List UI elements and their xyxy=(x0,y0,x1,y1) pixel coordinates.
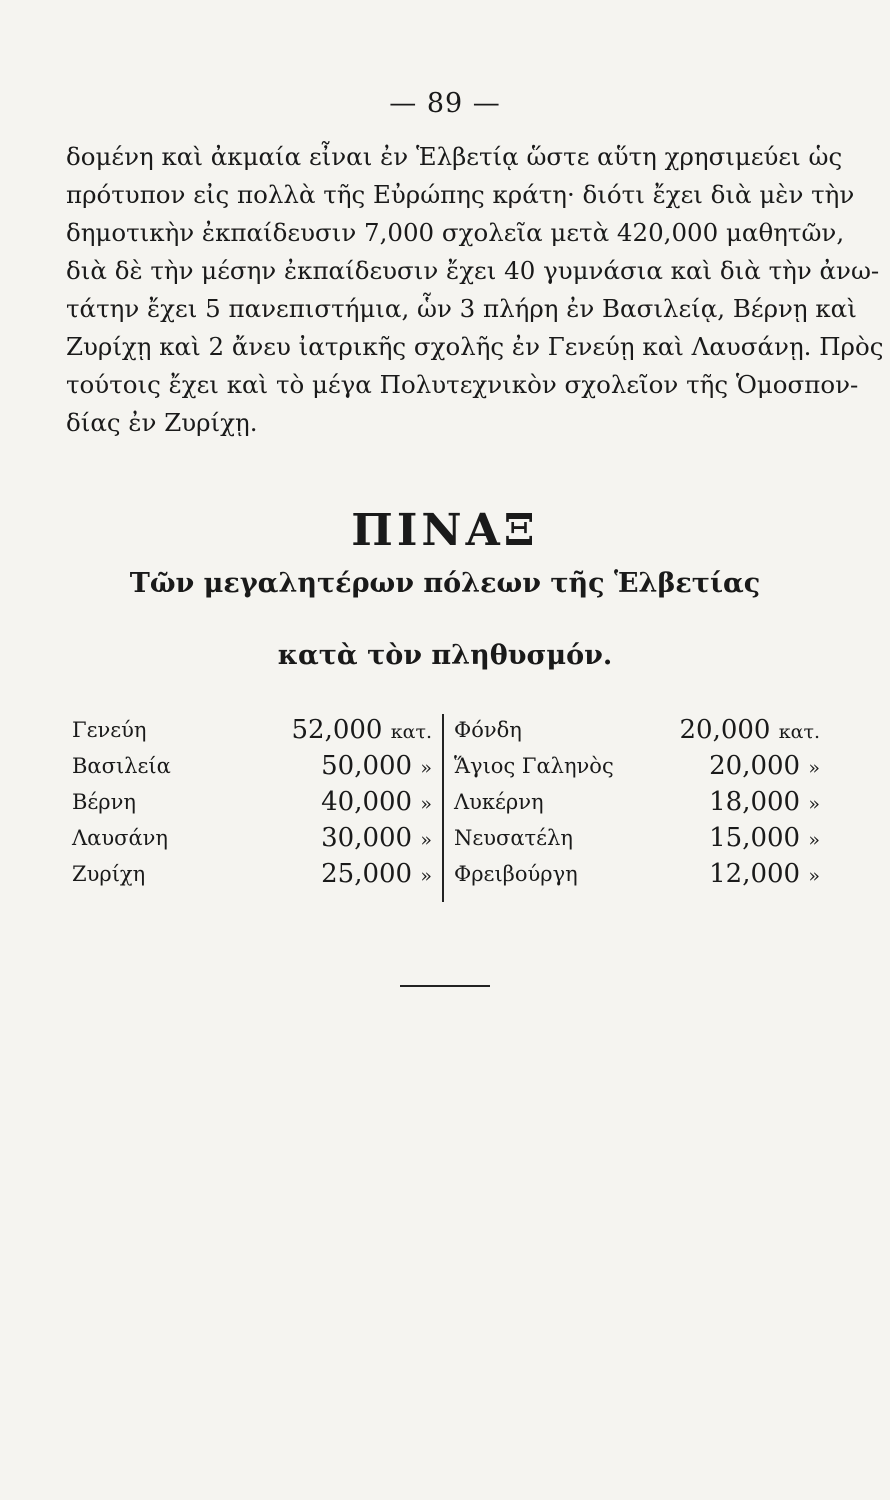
city-name: Λυκέρνη xyxy=(454,790,544,814)
table-row xyxy=(454,712,834,748)
table-row xyxy=(72,784,442,820)
table-title: ΠΙΝΑΞ xyxy=(351,505,539,556)
table-row xyxy=(72,712,442,748)
population-table xyxy=(72,712,820,902)
city-population: 52,000 κατ. xyxy=(291,715,432,745)
body-paragraph xyxy=(66,138,884,442)
city-population: 20,000 κατ. xyxy=(679,715,820,745)
city-population: 50,000 » xyxy=(321,751,432,781)
table-subtitle: Τῶν μεγαλητέρων πόλεων τῆς Ἑλβετίας xyxy=(129,568,761,599)
city-name: Βασιλεία xyxy=(72,754,171,778)
table-row xyxy=(454,820,834,856)
city-name: Βέρνη xyxy=(72,790,137,814)
body-line: πρότυπον εἰς πολλὰ τῆς Εὐρώπης κράτη· διότι ἔχει διὰ μὲν τὴν xyxy=(66,180,855,209)
city-name: Ἅγιος Γαληνὸς xyxy=(454,754,614,778)
body-line: δομένη καὶ ἀκμαία εἶναι ἐν Ἑλβετίᾳ ὥστε αὕτη χρησιμεύει ὡς xyxy=(66,142,843,171)
city-name: Νευσατέλη xyxy=(454,826,573,850)
city-population: 40,000 » xyxy=(321,787,432,817)
table-left-column xyxy=(72,712,442,902)
city-name: Γενεύη xyxy=(72,718,147,742)
body-line: τάτην ἔχει 5 πανεπιστήμια, ὧν 3 πλήρη ἐν Βασιλείᾳ, Βέρνῃ καὶ xyxy=(66,294,857,323)
body-line: διὰ δὲ τὴν μέσην ἐκπαίδευσιν ἔχει 40 γυμνάσια καὶ διὰ τὴν ἀνω- xyxy=(66,256,880,285)
city-name: Φρειβούργη xyxy=(454,862,578,886)
table-row xyxy=(72,820,442,856)
city-population: 15,000 » xyxy=(709,823,820,853)
column-divider xyxy=(442,714,444,902)
city-name: Λαυσάνη xyxy=(72,826,168,850)
city-name: Φόνδη xyxy=(454,718,522,742)
city-population: 30,000 » xyxy=(321,823,432,853)
city-population: 25,000 » xyxy=(321,859,432,889)
body-line: τούτοις ἔχει καὶ τὸ μέγα Πολυτεχνικὸν σχολεῖον τῆς Ὁμοσπον- xyxy=(66,370,859,399)
body-line: δίας ἐν Ζυρίχῃ. xyxy=(66,408,258,437)
city-name: Ζυρίχη xyxy=(72,862,146,886)
page-number: — 89 — xyxy=(389,88,501,119)
table-row xyxy=(454,856,834,892)
end-rule xyxy=(400,985,490,987)
table-row xyxy=(72,856,442,892)
table-subtitle-population: κατὰ τὸν πληθυσμόν. xyxy=(277,640,613,671)
table-right-column xyxy=(454,712,834,902)
table-row xyxy=(454,784,834,820)
city-population: 20,000 » xyxy=(709,751,820,781)
body-line: Ζυρίχῃ καὶ 2 ἄνευ ἰατρικῆς σχολῆς ἐν Γενεύῃ καὶ Λαυσάνῃ. Πρὸς xyxy=(66,332,884,361)
body-line: δημοτικὴν ἐκπαίδευσιν 7,000 σχολεῖα μετὰ 420,000 μαθητῶν, xyxy=(66,218,845,247)
table-row xyxy=(454,748,834,784)
city-population: 18,000 » xyxy=(709,787,820,817)
city-population: 12,000 » xyxy=(709,859,820,889)
table-row xyxy=(72,748,442,784)
